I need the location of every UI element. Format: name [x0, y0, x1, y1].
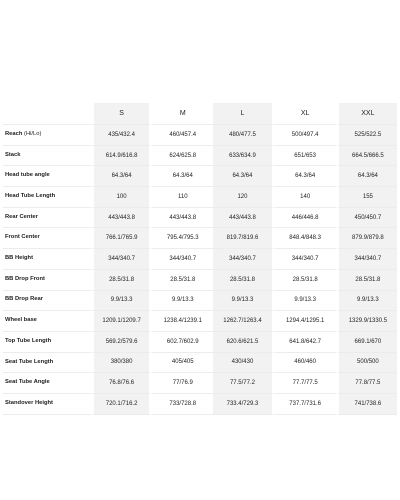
table-cell-m: 9.9/13.3 — [152, 291, 213, 312]
row-label — [3, 208, 91, 229]
table-cell-xxl: 741/738.6 — [336, 394, 397, 415]
table-cell-s: 64.3/64 — [91, 166, 152, 187]
row-label-text: BB Height — [5, 255, 34, 262]
table-cell-m: 795.4/795.3 — [152, 228, 213, 249]
geometry-table-body — [3, 125, 397, 415]
table-cell-s: 100 — [91, 187, 152, 208]
row-label — [3, 332, 91, 353]
table-cell-xxl: 155 — [336, 187, 397, 208]
table-cell-m: 64.3/64 — [152, 166, 213, 187]
table-cell-xl: 500/497.4 — [275, 125, 336, 146]
size-header-row — [3, 103, 397, 125]
table-cell-s: 569.2/579.6 — [91, 332, 152, 353]
row-label — [3, 166, 91, 187]
table-cell-s: 344/340.7 — [91, 249, 152, 270]
table-cell-s: 435/432.4 — [91, 125, 152, 146]
table-cell-m: 28.5/31.8 — [152, 270, 213, 291]
table-cell-m: 405/405 — [152, 353, 213, 374]
table-cell-l: 633/634.9 — [213, 146, 274, 167]
table-cell-xxl: 77.8/77.5 — [336, 373, 397, 394]
table-cell-l: 28.5/31.8 — [213, 270, 274, 291]
table-cell-xxl: 525/522.5 — [336, 125, 397, 146]
table-row — [3, 373, 397, 394]
table-cell-xxl: 450/450.7 — [336, 208, 397, 229]
row-label — [3, 228, 91, 249]
table-cell-xl: 737.7/731.6 — [275, 394, 336, 415]
size-header-xl: XL — [275, 103, 336, 125]
row-label-text: Top Tube Length — [5, 337, 52, 344]
table-cell-xxl: 879.9/879.8 — [336, 228, 397, 249]
table-row — [3, 187, 397, 208]
row-label — [3, 353, 91, 374]
row-label-text: Head Tube Length — [5, 193, 56, 199]
table-cell-m: 624/625.8 — [152, 146, 213, 167]
table-cell-s: 380/380 — [91, 353, 152, 374]
table-row — [3, 125, 397, 146]
table-cell-m: 1238.4/1239.1 — [152, 311, 213, 332]
table-cell-l: 9.9/13.3 — [213, 291, 274, 312]
table-cell-l: 430/430 — [213, 353, 274, 374]
row-label-text: Reach — [5, 130, 23, 137]
row-label — [3, 187, 91, 208]
table-cell-m: 110 — [152, 187, 213, 208]
row-label-text: Head tube angle — [5, 172, 50, 179]
row-label-text: Wheel base — [5, 317, 37, 324]
row-label — [3, 311, 91, 332]
table-row — [3, 166, 397, 187]
table-cell-m: 344/340.7 — [152, 249, 213, 270]
table-cell-m: 77/76.9 — [152, 373, 213, 394]
table-cell-s: 28.5/31.8 — [91, 270, 152, 291]
row-label-text: Seat Tube Length — [5, 358, 54, 365]
row-label-text: Standover Height — [5, 399, 53, 406]
table-row — [3, 394, 397, 415]
table-cell-m: 443/443.8 — [152, 208, 213, 229]
table-cell-l: 733.4/729.3 — [213, 394, 274, 415]
table-cell-xl: 641.8/642.7 — [275, 332, 336, 353]
row-label-text: Stack — [5, 151, 21, 158]
table-cell-xl: 344/340.7 — [275, 249, 336, 270]
row-label-text: BB Drop Rear — [5, 296, 44, 303]
row-label-text: Seat Tube Angle — [5, 379, 50, 386]
table-row — [3, 228, 397, 249]
row-label — [3, 146, 91, 167]
row-label — [3, 394, 91, 415]
size-header-l: L — [213, 103, 274, 125]
table-cell-l: 620.6/621.5 — [213, 332, 274, 353]
row-label-text: Rear Center — [5, 213, 38, 220]
table-row — [3, 208, 397, 229]
table-row — [3, 311, 397, 332]
table-cell-l: 443/443.8 — [213, 208, 274, 229]
table-row — [3, 270, 397, 291]
table-cell-xl: 446/446.8 — [275, 208, 336, 229]
table-cell-xxl: 344/340.7 — [336, 249, 397, 270]
row-label — [3, 125, 91, 146]
table-cell-l: 120 — [213, 187, 274, 208]
table-cell-l: 344/340.7 — [213, 249, 274, 270]
row-label-text: BB Drop Front — [5, 275, 45, 282]
row-label-hint: (Hi/Lo) — [24, 130, 42, 137]
row-label-text: Front Center — [5, 234, 40, 241]
table-cell-xxl: 1329.9/1330.5 — [336, 311, 397, 332]
table-cell-s: 766.1/765.9 — [91, 228, 152, 249]
table-cell-s: 443/443.8 — [91, 208, 152, 229]
table-cell-l: 64.3/64 — [213, 166, 274, 187]
table-cell-xl: 28.5/31.8 — [275, 270, 336, 291]
row-label — [3, 249, 91, 270]
table-cell-s: 9.9/13.3 — [91, 291, 152, 312]
table-cell-l: 77.5/77.2 — [213, 373, 274, 394]
size-header-s: S — [91, 103, 152, 125]
table-row — [3, 249, 397, 270]
table-cell-xl: 848.4/848.3 — [275, 228, 336, 249]
size-header-m: M — [152, 103, 213, 125]
table-cell-xl: 140 — [275, 187, 336, 208]
table-cell-xl: 9.9/13.3 — [275, 291, 336, 312]
table-cell-xl: 77.7/77.5 — [275, 373, 336, 394]
table-row — [3, 332, 397, 353]
table-cell-s: 614.9/616.8 — [91, 146, 152, 167]
table-cell-s: 76.8/76.6 — [91, 373, 152, 394]
table-cell-m: 733/728.8 — [152, 394, 213, 415]
row-label — [3, 291, 91, 312]
table-cell-m: 602.7/602.9 — [152, 332, 213, 353]
table-row — [3, 291, 397, 312]
table-cell-l: 480/477.5 — [213, 125, 274, 146]
table-cell-xxl: 28.5/31.8 — [336, 270, 397, 291]
table-cell-xl: 651/653 — [275, 146, 336, 167]
table-cell-xl: 64.3/64 — [275, 166, 336, 187]
table-cell-xxl: 9.9/13.3 — [336, 291, 397, 312]
table-cell-xl: 1294.4/1295.1 — [275, 311, 336, 332]
row-label — [3, 270, 91, 291]
table-row — [3, 146, 397, 167]
table-cell-s: 1209.1/1209.7 — [91, 311, 152, 332]
table-row — [3, 353, 397, 374]
table-cell-m: 460/457.4 — [152, 125, 213, 146]
table-cell-l: 819.7/819.6 — [213, 228, 274, 249]
geometry-table — [3, 103, 397, 415]
table-cell-xl: 460/460 — [275, 353, 336, 374]
table-cell-l: 1262.7/1263.4 — [213, 311, 274, 332]
table-cell-xxl: 664.5/666.5 — [336, 146, 397, 167]
header-corner — [3, 103, 91, 125]
table-cell-xxl: 64.3/64 — [336, 166, 397, 187]
table-cell-xxl: 669.1/670 — [336, 332, 397, 353]
table-cell-xxl: 500/500 — [336, 353, 397, 374]
row-label — [3, 373, 91, 394]
table-cell-s: 720.1/716.2 — [91, 394, 152, 415]
size-header-xxl: XXL — [336, 103, 397, 125]
